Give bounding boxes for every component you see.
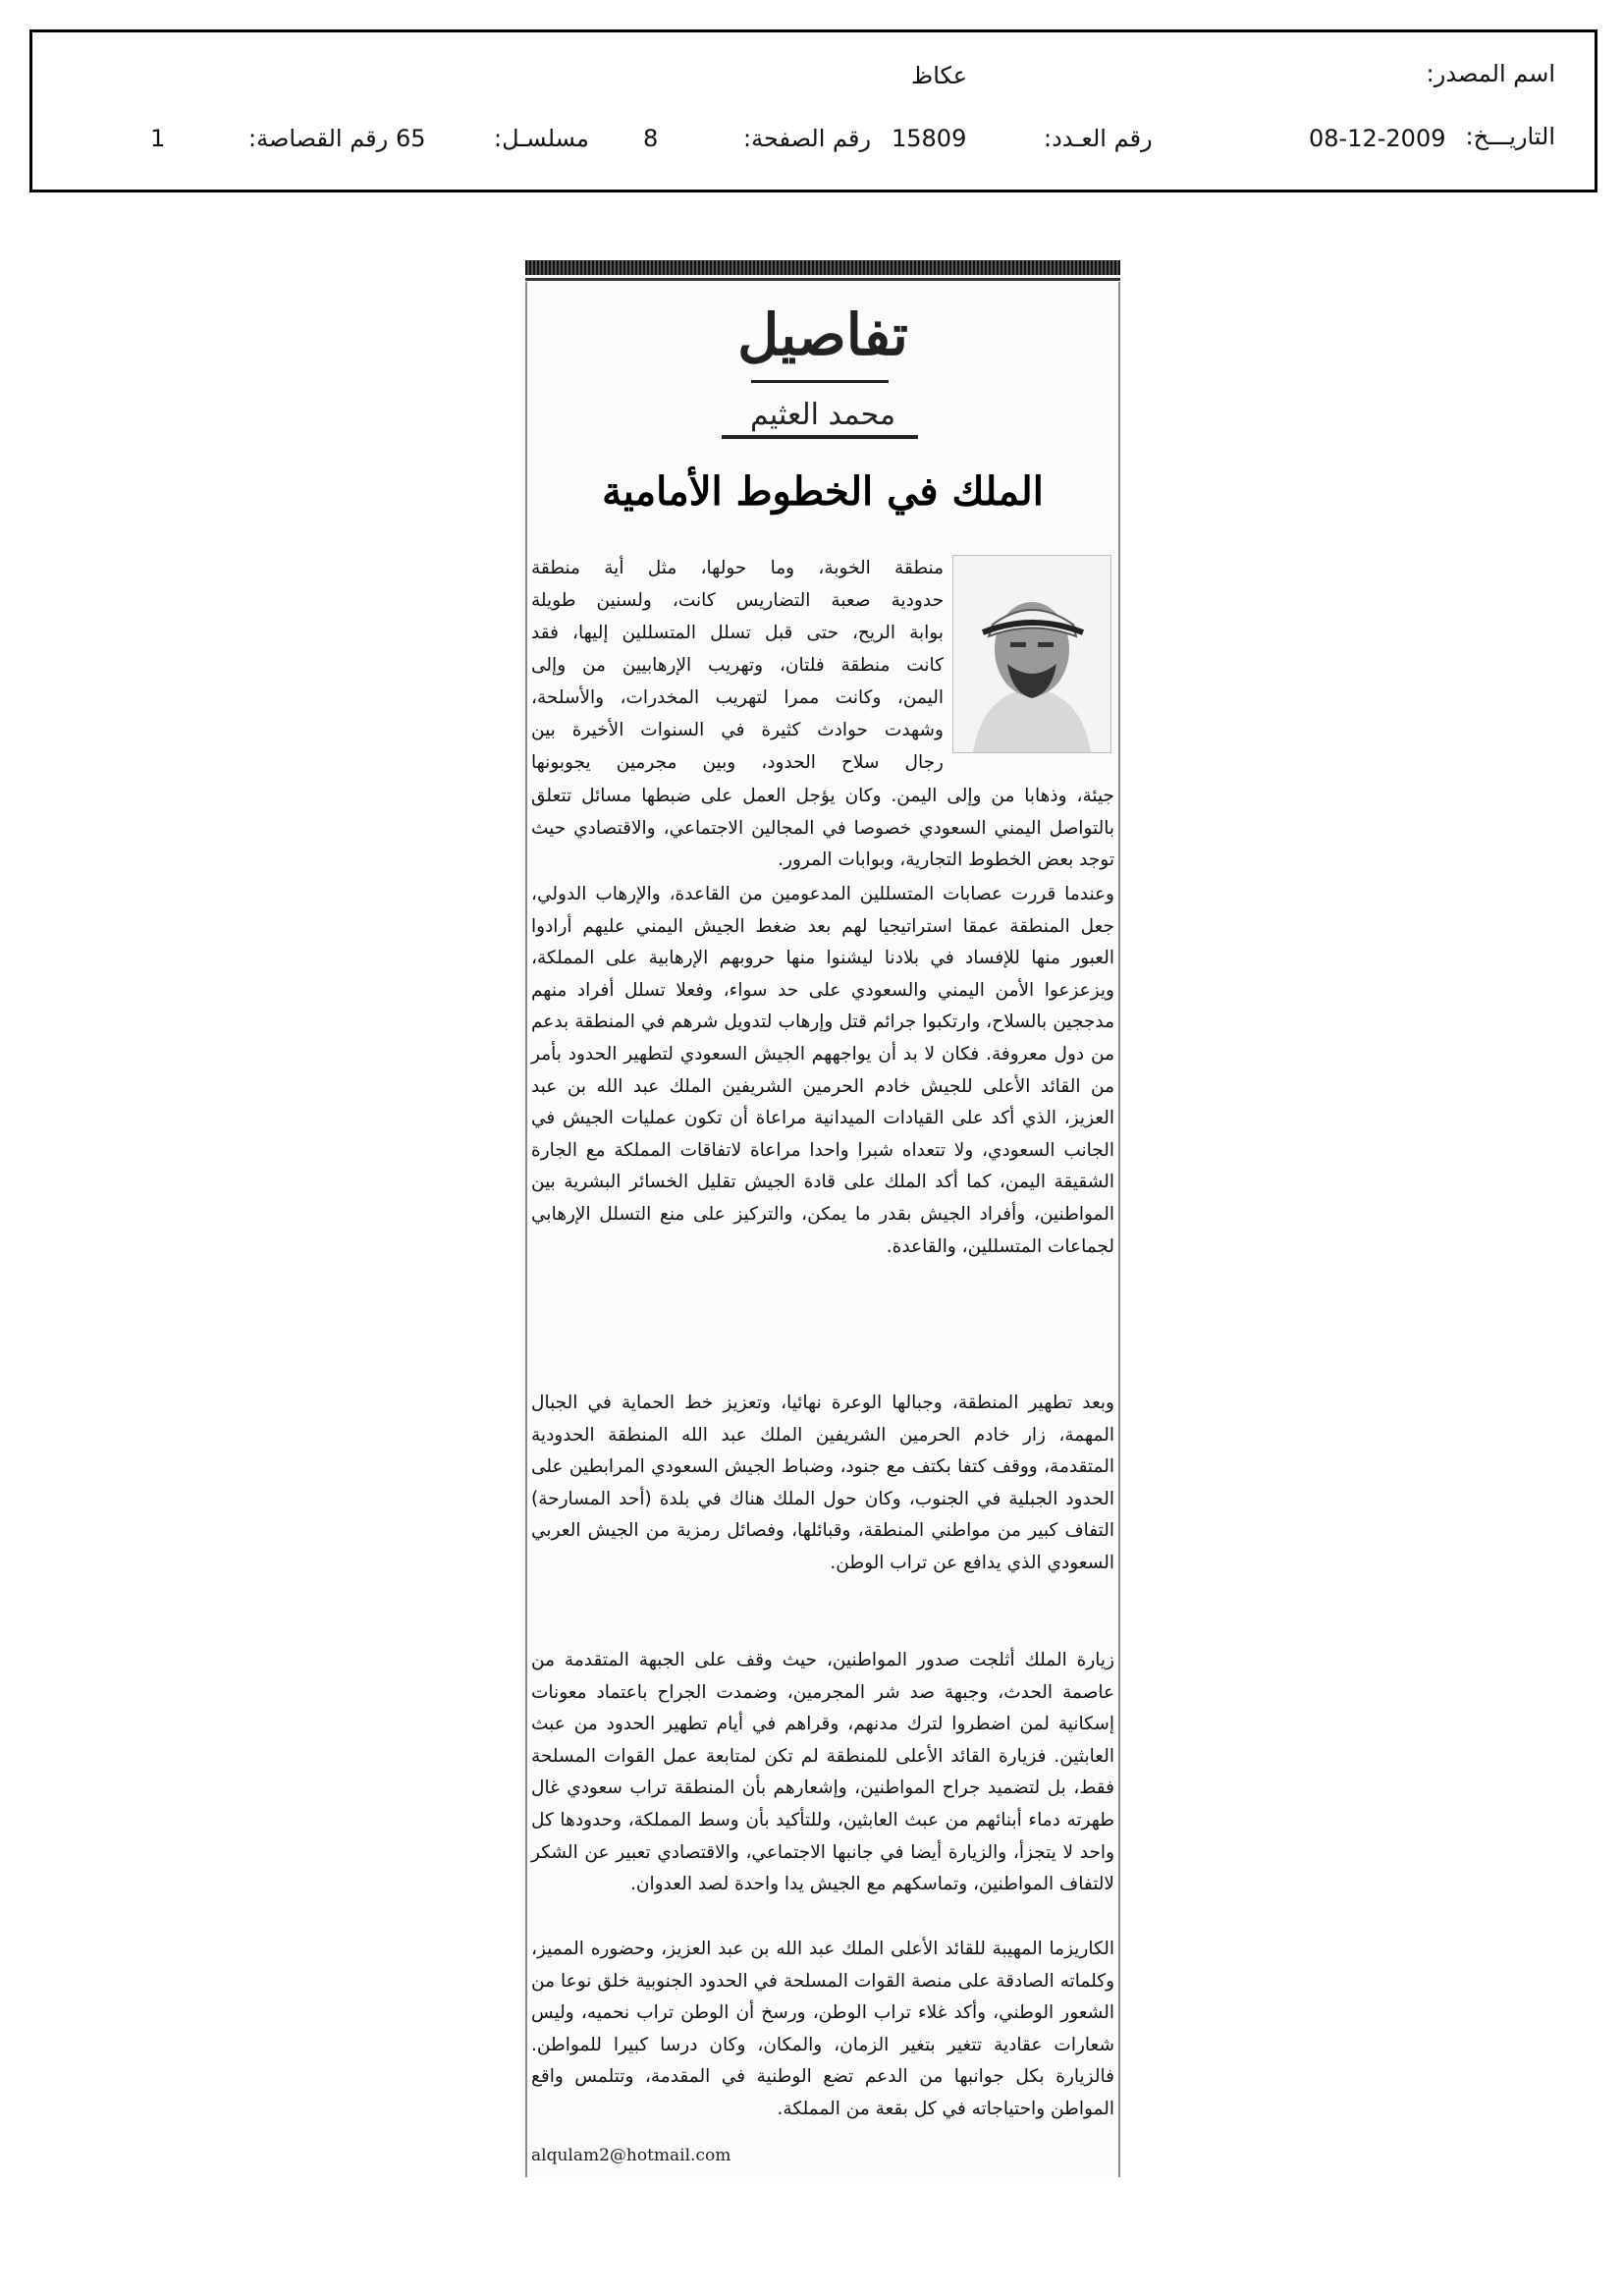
right-column-rule xyxy=(1118,282,1120,2177)
serial-value: 65 xyxy=(396,125,426,152)
clip-label: رقم القصاصة: xyxy=(248,125,389,152)
intro-line: بوابة الريح، حتى قبل تسلل المتسللين إليها، فقد xyxy=(531,623,944,643)
section-underline xyxy=(751,380,889,383)
clip-value: 1 xyxy=(150,125,166,152)
section-title: تفاصيل xyxy=(737,301,908,368)
date-label: التاريـــخ: xyxy=(1465,123,1555,150)
left-column-rule xyxy=(525,282,527,2177)
article-paragraph: وعندما قررت عصابات المتسللين المدعومين من القاعدة، والإرهاب الدولي، جعل المنطقة عمقا استراتيجيا لهم بعد ضغط الجيش اليمني عليهم أرادوا العبور منها للإفساد في بلادنا ليشنوا منها حروبهم الإرهابية على المملكة، ويزعزعوا الأمن اليمني والسعودي على حد سواء، وفعلا تسلل أفراد منهم مدججين بالسلاح، وارتكبوا جرائم قتل وإرهاب لتدويل شرهم في المنطقة بدعم من دول معروفة. فكان لا بد أن يواجههم الجيش السعودي لتطهير الحدود بأمر من القائد الأعلى للجيش خادم الحرمين الشريفين الملك عبد الله بن عبد العزيز، الذي أكد على القيادات الميدانية مراعاة أن تكون عمليات الجيش في الجانب السعودي، ولا تتعداه شبرا واحدا مراعاة لاتفاقات المملكة مع الجارة الشقيقة اليمن، كما أكد الملك على قادة الجيش تقليل الخسائر البشرية بين المواطنين، وأفراد الجيش بقدر ما يمكن، والتركيز على منع التسلل الإرهابي لجماعات المتسللين، والقاعدة. xyxy=(531,884,1114,1257)
intro-line: حدودية صعبة التضاريس كانت، ولسنين طويلة xyxy=(531,590,944,611)
top-decorative-bar xyxy=(525,260,1120,275)
intro-line: كانت منطقة فلتان، وتهريب الإرهابيين من وإلى xyxy=(531,655,944,676)
document-header xyxy=(29,29,1597,192)
page-label: رقم الصفحة: xyxy=(743,125,872,152)
newspaper-clipping xyxy=(525,260,1120,2177)
article-paragraph: وبعد تطهير المنطقة، وجبالها الوعرة نهائيا، وتعزيز خط الحماية في الجبال المهمة، زار خادم الحرمين الشريفين الملك عبد الله المنطقة الحدودية المتقدمة، ووقف كتفا بكتف مع جنود، وضباط الجيش السعودي المرابطين على الحدود الجبلية في الجنوب، وكان حول الملك هناك في بلدة (أحد المسارحة) التفاف كبير من مواطني المنطقة، وقبائلها، وفصائل رمزية من الجيش العربي السعودي الذي يدافع عن تراب الوطن. xyxy=(531,1393,1114,1573)
article-paragraph: جيئة، وذهابا من وإلى اليمن. وكان يؤجل العمل على ضبطها مسائل تتعلق بالتواصل اليمني السعودي خصوصا في المجالين الاجتماعي، والاقتصادي حيث توجد بعض الخطوط التجارية، وبوابات المرور. xyxy=(531,786,1114,871)
intro-line: رجال سلاح الحدود، وبين مجرمين يجوبونها xyxy=(531,752,944,773)
byline-underline xyxy=(722,435,918,439)
source-value: عكاظ xyxy=(911,62,968,89)
page-value: 8 xyxy=(643,125,659,152)
issue-label: رقم العـدد: xyxy=(1044,125,1153,152)
article-paragraph: زيارة الملك أثلجت صدور المواطنين، حيث وقف على الجبهة المتقدمة من عاصمة الحدث، وجبهة صد شر المجرمين، وضمدت الجراح باعتماد معونات إسكانية لمن اضطروا لترك مدنهم، وقراهم في أيام تطهير الحدود من عبث العابثين. فزيارة القائد الأعلى للمنطقة لم تكن لمتابعة عمل القوات المسلحة فقط، بل لتضميد جراح المواطنين، وإشعارهم بأن المنطقة تراب سعودي غال طهرته دماء أبنائهم من عبث العابثين، وللتأكيد بأن وسط المملكة، وحدودها كل واحد لا يتجزأ، والزيارة أيضا في جانبها الاجتماعي، والاقتصادي تعبير عن الشكر لالتفاف المواطنين، وتماسكهم مع الجيش يدا واحدة لصد العدوان. xyxy=(531,1650,1114,1895)
article-paragraph: الكاريزما المهيبة للقائد الأعلى الملك عبد الله بن عبد العزيز، وحضوره المميز، وكلماته الصادقة على منصة القوات المسلحة في الحدود الجنوبية خلق نوعا من الشعور الوطني، وأكد غلاء تراب الوطن، ورسخ أن الوطن تراب نحميه، وليس شعارات عقادية تتغير بتغير الزمان، والمكان، وكان درسا كبيرا للمواطن. فالزيارة بكل جوانبها من الدعم تضع الوطنية في المقدمة، وتتلمس واقع المواطن واحتياجاته في كل بقعة من المملكة. xyxy=(531,1939,1114,2119)
intro-line: وشهدت حوادث كثيرة في السنوات الأخيرة بين xyxy=(531,720,944,740)
author-portrait-icon xyxy=(952,555,1111,753)
article-headline: الملك في الخطوط الأمامية xyxy=(602,468,1044,515)
serial-label: مسلسـل: xyxy=(494,125,589,152)
intro-line: منطقة الخوبة، وما حولها، مثل أية منطقة xyxy=(531,558,944,578)
source-label: اسم المصدر: xyxy=(1426,60,1555,87)
intro-line: اليمن، وكانت ممرا لتهريب المخدرات، والأسلحة، xyxy=(531,687,944,708)
date-value: 08-12-2009 xyxy=(1309,125,1446,152)
issue-value: 15809 xyxy=(892,125,967,152)
author-email: alqulam2@hotmail.com xyxy=(531,2146,731,2165)
author-byline: محمد العثيم xyxy=(749,398,896,432)
top-rule xyxy=(525,278,1120,281)
